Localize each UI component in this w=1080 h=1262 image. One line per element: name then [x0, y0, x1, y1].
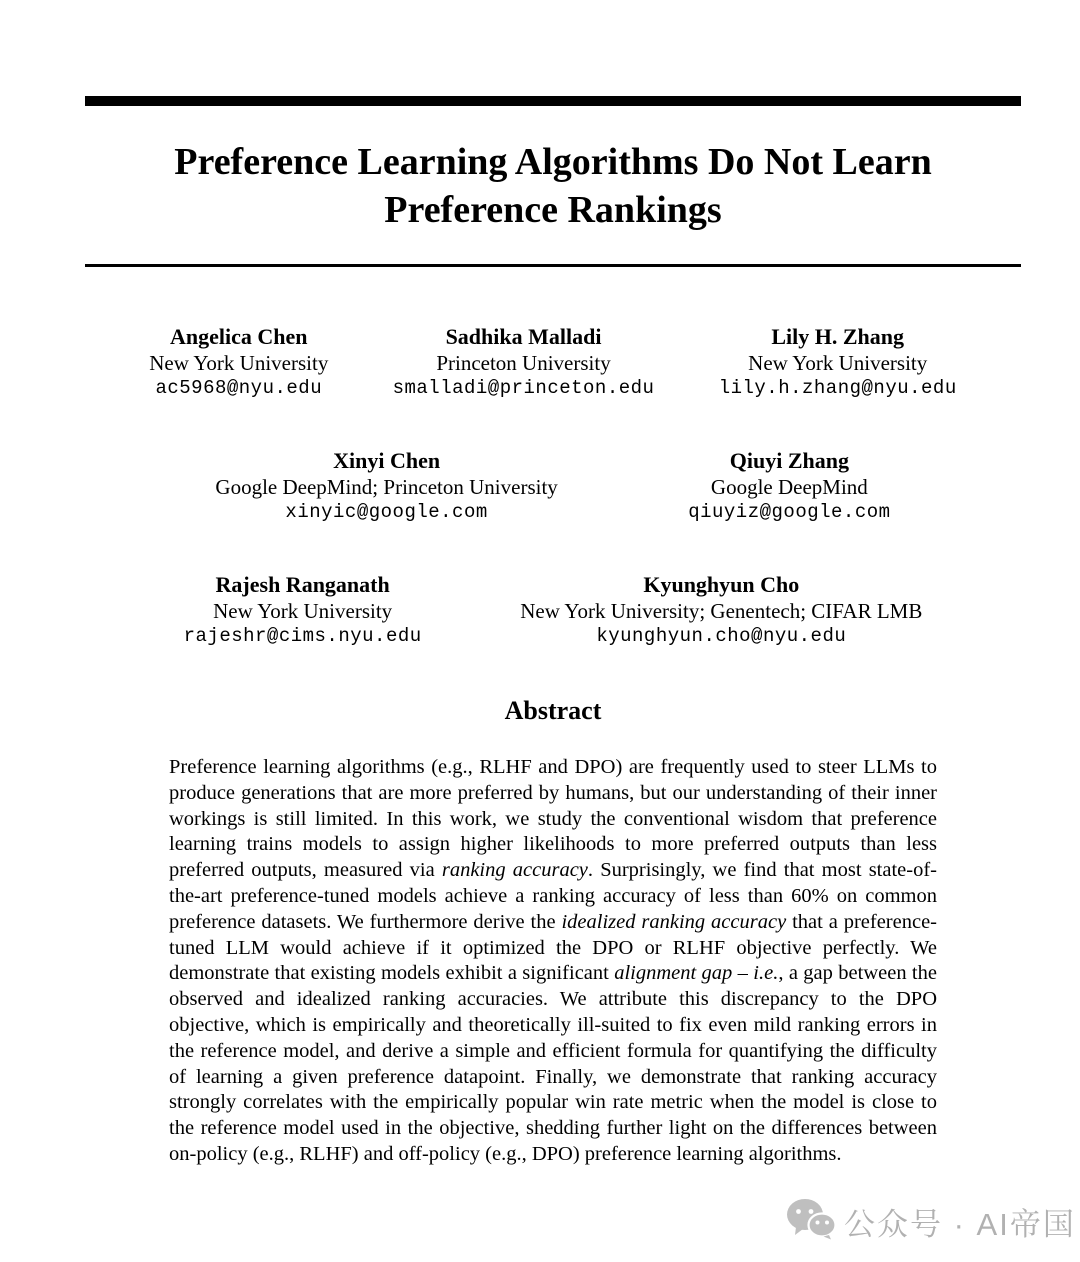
- author-entry: [215, 447, 557, 525]
- author-name: Angelica Chen: [170, 324, 308, 349]
- author-affiliation: Google DeepMind; Princeton University: [215, 475, 558, 499]
- author-affiliation: New York University; Genentech; CIFAR LMB: [520, 599, 923, 623]
- author-row-2: [85, 447, 1021, 525]
- author-email: rajeshr@cims.nyu.edu: [183, 625, 422, 647]
- watermark: [786, 1198, 1076, 1245]
- author-entry: [688, 447, 890, 525]
- author-row-1: [85, 323, 1021, 401]
- author-email: smalladi@princeton.edu: [392, 377, 655, 399]
- author-email: kyunghyun.cho@nyu.edu: [596, 625, 847, 647]
- abstract-text: [169, 755, 937, 1168]
- paper-title: [85, 138, 1021, 234]
- author-name: Sadhika Malladi: [445, 324, 602, 349]
- paper-content: [85, 0, 1021, 1168]
- author-email: ac5968@nyu.edu: [155, 377, 323, 399]
- author-name: Qiuyi Zhang: [729, 448, 849, 473]
- author-entry: [393, 323, 655, 401]
- author-name: Kyunghyun Cho: [643, 572, 800, 597]
- title-rule-bottom: [85, 264, 1021, 267]
- paper-title-line2: Preference Rankings: [384, 189, 722, 231]
- abstract-heading: Abstract: [504, 696, 602, 725]
- author-entry: [520, 571, 922, 649]
- author-affiliation: Princeton University: [436, 351, 611, 375]
- author-email: lily.h.zhang@nyu.edu: [718, 377, 957, 399]
- abstract-segment: , a gap between the observed and idealized ranking accuracies. We attribute this discrepancy to the DPO objective, which is empirically and theoretically ill-suited to fix even mild ranking errors in the reference model, and derive a simple and efficient formula for quantifying the difficulty of learning a given preference datapoint. Finally, we demonstrate that ranking accuracy strongly correlates with the empirically popular win rate metric when the model is close to the reference model used in the objective, shedding further light on the differences between on-policy (e.g., RLHF) and off-policy (e.g., DPO) preference learning algorithms.: [169, 962, 937, 1165]
- paper-title-line1: Preference Learning Algorithms Do Not Learn: [174, 141, 932, 183]
- author-affiliation: Google DeepMind: [710, 475, 868, 499]
- author-affiliation: New York University: [149, 351, 329, 375]
- author-email: qiuyiz@google.com: [688, 501, 891, 523]
- abstract-segment-italic: alignment gap – i.e.: [614, 962, 779, 985]
- author-name: Xinyi Chen: [333, 448, 441, 473]
- abstract-segment-italic: ranking accuracy: [441, 859, 588, 882]
- title-rule-top: [85, 96, 1021, 106]
- author-entry: [184, 571, 422, 649]
- author-row-3: [85, 571, 1021, 649]
- abstract-segment: Preference learning algorithms (e.g., RLHF and DPO) are frequently used to steer LLMs to produce generations that are more preferred by humans, but our understanding of their inner workings is still limited. In this work, we study the conventional wisdom that preference learning trains models to assign higher likelihoods to more preferred outputs than less preferred outputs, measured via: [169, 756, 937, 882]
- author-affiliation: New York University: [213, 599, 393, 623]
- author-email: xinyic@google.com: [285, 501, 488, 523]
- abstract-segment: that a preference-tuned LLM would achieve if it optimized the DPO or RLHF objective perfectly. We demonstrate that existing models exhibit a significant: [169, 910, 937, 985]
- abstract-segment-italic: idealized ranking accuracy: [561, 910, 787, 933]
- author-block: [85, 323, 1021, 649]
- author-entry: [149, 323, 328, 401]
- wechat-icon: [786, 1198, 836, 1245]
- author-entry: [719, 323, 957, 401]
- author-name: Rajesh Ranganath: [215, 572, 390, 597]
- author-affiliation: New York University: [748, 351, 928, 375]
- author-name: Lily H. Zhang: [771, 324, 905, 349]
- abstract-segment: . Surprisingly, we find that most state-of-the-art preference-tuned models achieve a ranking accuracy of less than 60% on common preference datasets. We furthermore derive the: [169, 859, 937, 933]
- watermark-text: 公众号 · AI帝国: [844, 1207, 1076, 1242]
